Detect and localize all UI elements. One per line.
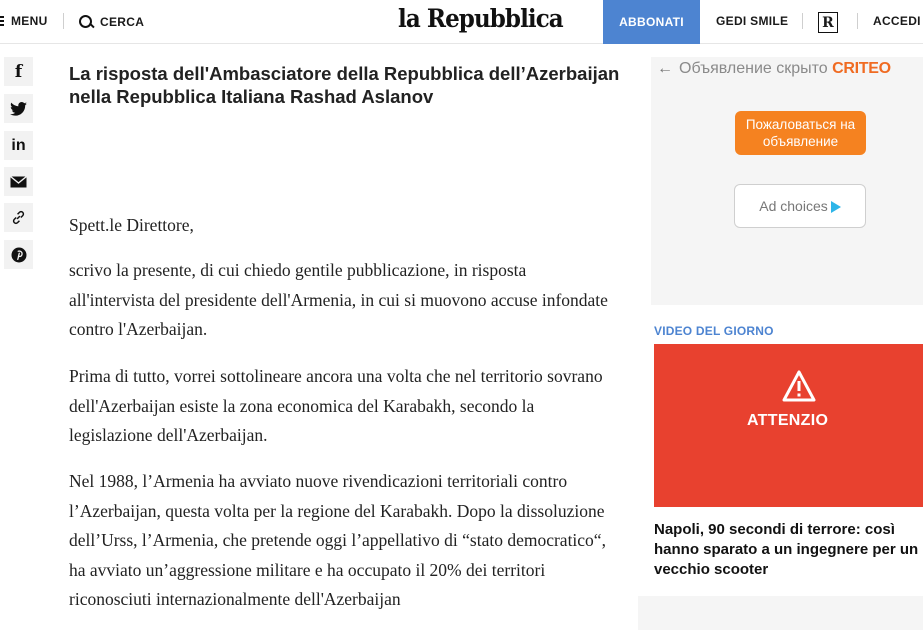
warning-icon — [781, 369, 817, 403]
menu-label: MENU — [11, 14, 48, 28]
site-header — [0, 0, 923, 44]
subscribe-button[interactable]: ABBONATI — [603, 0, 700, 44]
header-divider — [857, 13, 858, 29]
facebook-icon: f — [14, 61, 23, 82]
twitter-icon — [10, 102, 27, 116]
ad-choices-icon — [831, 201, 841, 213]
video-thumbnail[interactable] — [654, 344, 923, 507]
pinterest-share-button[interactable] — [4, 240, 33, 269]
r-badge-icon[interactable]: R — [818, 12, 838, 33]
email-share-button[interactable] — [4, 167, 33, 196]
header-divider — [802, 13, 803, 29]
video-title-link[interactable]: Napoli, 90 secondi di terrore: così hanno sparato a un ingegnere per un vecchio scooter — [654, 521, 919, 578]
back-arrow-icon[interactable]: ← — [657, 60, 673, 77]
ad-hidden-text: Объявление скрыто — [679, 60, 828, 77]
ad-hidden-notice — [657, 60, 891, 78]
hamburger-icon — [0, 16, 4, 26]
linkedin-share-button[interactable] — [4, 131, 33, 160]
header-divider — [63, 13, 64, 29]
article-paragraph: Prima di tutto, vorrei sottolineare ancora una volta che nel territorio sovrano dell'Azerbaijan esiste la zona economica del Karabakh, secondo la legislazione dell'Azerbaijan. — [69, 366, 603, 445]
article-paragraph: Spett.le Direttore, — [69, 215, 194, 235]
linkedin-icon: in — [11, 136, 26, 154]
article-paragraph: Nel 1988, l’Armenia ha avviato nuove rivendicazioni territoriali contro l’Azerbaijan, questa volta per la regione del Karabakh. Dopo la dissoluzione dell’Urss, l’Armenia, che pretende oggi l’appellativo di “stato democratico“, ha avviato un’aggressione militare e ha occupato il 20% dei territori riconosciuti internazionalmente dell'Azerbaijan — [69, 471, 606, 609]
article-title: La risposta dell'Ambasciatore della Repubblica dell’Azerbaijan nella Repubblica Italiana Rashad Aslanov — [69, 63, 620, 107]
twitter-share-button[interactable] — [4, 94, 33, 123]
site-logo[interactable]: la Repubblica — [398, 4, 563, 33]
search-button[interactable] — [79, 0, 144, 44]
ad-choices-button[interactable] — [734, 184, 866, 228]
search-label: CERCA — [100, 15, 145, 29]
ad-container — [651, 57, 923, 305]
search-icon — [79, 15, 94, 30]
pinterest-icon — [11, 247, 27, 263]
email-icon — [10, 176, 27, 188]
ad-choices-label: Ad choices — [759, 198, 828, 214]
gedi-smile-link[interactable]: GEDI SMILE — [716, 14, 789, 28]
sidebar-next-block — [638, 596, 923, 630]
report-ad-button[interactable]: Пожаловаться на объявление — [735, 111, 866, 155]
video-overlay-text: ATTENZIO — [747, 412, 829, 429]
article-paragraph: scrivo la presente, di cui chiedo gentile pubblicazione, in risposta all'intervista del presidente dell'Armenia, in cui si muovono accuse infondate contro l'Azerbaijan. — [69, 260, 608, 339]
link-icon — [11, 210, 26, 225]
copy-link-button[interactable] — [4, 203, 33, 232]
facebook-share-button[interactable] — [4, 57, 33, 86]
login-link[interactable]: ACCEDI — [873, 14, 921, 28]
video-section-label: VIDEO DEL GIORNO — [654, 324, 774, 338]
criteo-logo: CRITEO — [832, 60, 891, 77]
